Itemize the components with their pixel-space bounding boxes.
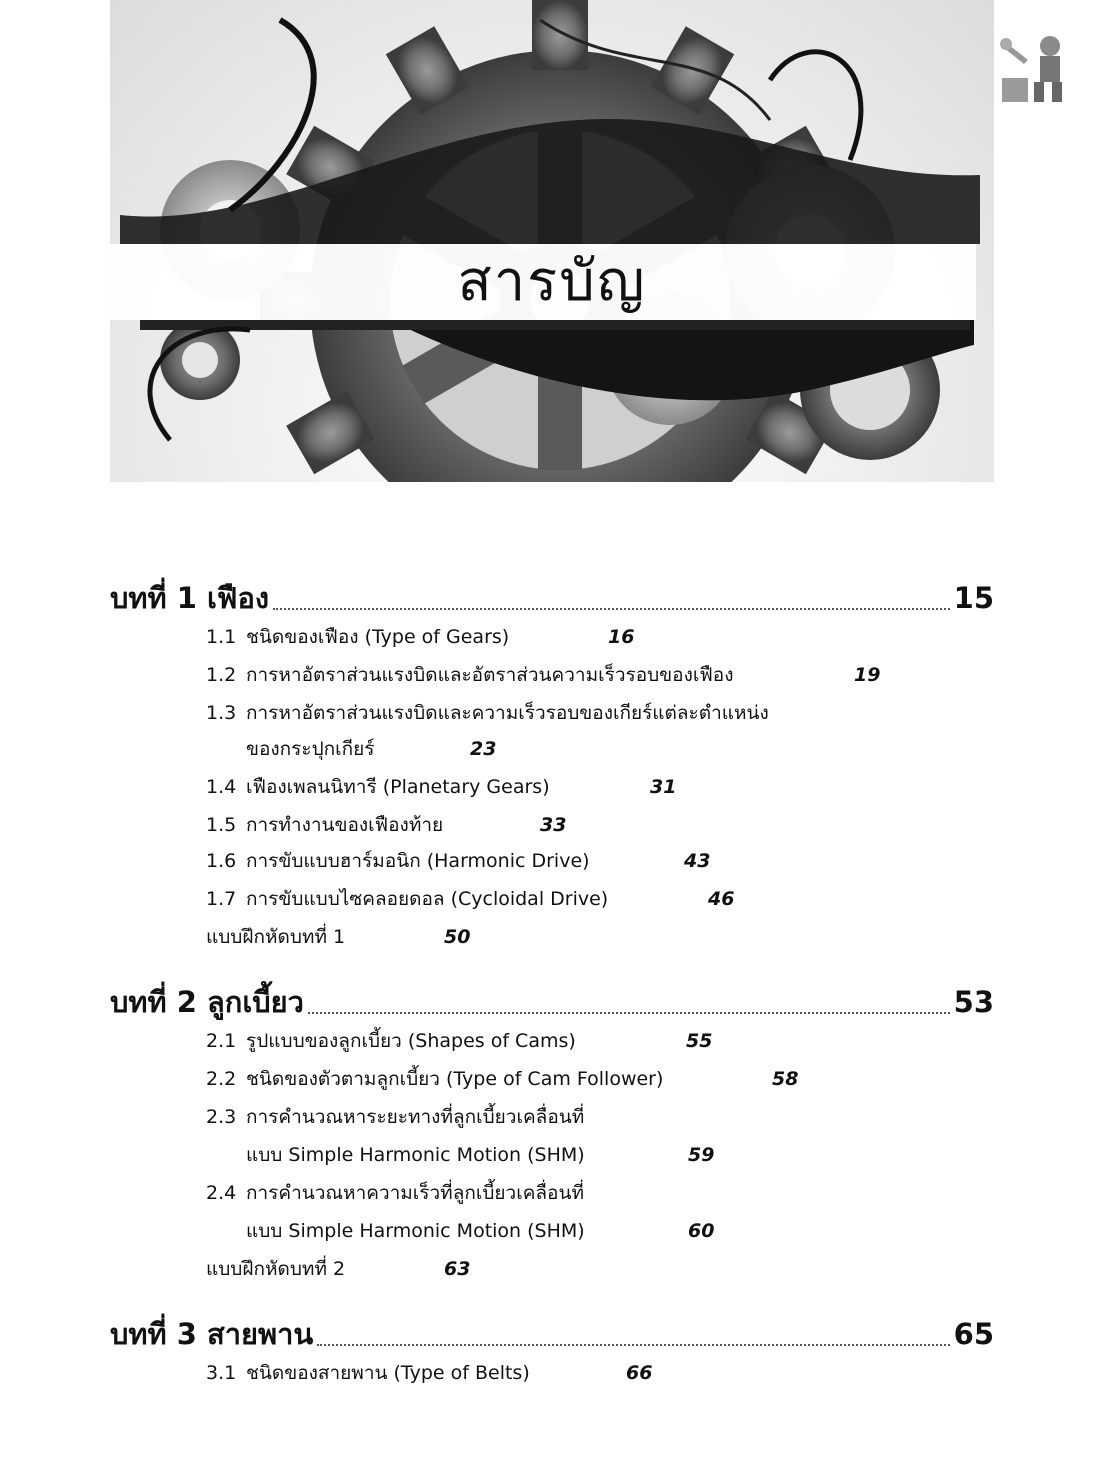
entry-number: 3.1 [206,1362,237,1384]
toc-entry-2-1[interactable] [206,1026,713,1056]
toc-entry-2-3[interactable] [206,1102,584,1132]
entry-page: 16 [608,626,635,648]
chapter-2-heading[interactable] [110,978,994,1022]
toc-entry-exercise-1[interactable] [206,922,471,952]
entry-page: 23 [470,738,497,760]
entry-text: ชนิดของสายพาน (Type of Belts) [246,1362,530,1384]
entry-page: 43 [684,850,711,872]
entry-page: 66 [626,1362,653,1384]
entry-number: 1.3 [206,702,237,724]
entry-page: 19 [854,664,881,686]
entry-page: 33 [540,814,567,836]
toc-entry-2-4-cont[interactable] [246,1216,715,1246]
gears-illustration [110,0,994,482]
toc-entry-1-6[interactable] [206,846,711,876]
header-banner [110,0,994,482]
chapter-page: 65 [953,1317,994,1351]
entry-text: แบบฝึกหัดบทที่ 1 [206,926,346,948]
entry-text: การทำงานของเฟืองท้าย [246,814,444,836]
chapter-title: บทที่ 1 เฟือง [110,581,270,615]
entry-number: 2.4 [206,1182,237,1204]
toc-entry-3-1[interactable] [206,1358,653,1388]
entry-number: 1.5 [206,814,237,836]
toc-entry-1-3-cont[interactable] [246,734,497,764]
robot-logo-icon [998,30,1070,106]
entry-number: 1.4 [206,776,237,798]
entry-page: 63 [444,1258,471,1280]
chapter-3-heading[interactable] [110,1310,994,1354]
toc-entry-2-2[interactable] [206,1064,799,1094]
entry-text: การหาอัตราส่วนแรงบิดและความเร็วรอบของเกียร์แต่ละตำแหน่ง [246,702,769,724]
chapter-page: 15 [953,581,994,615]
toc-entry-1-7[interactable] [206,884,735,914]
entry-text-continued: ของกระปุกเกียร์ [246,738,375,760]
toc-entry-1-2[interactable] [206,660,881,690]
entry-page: 50 [444,926,471,948]
chapter-title: บทที่ 2 ลูกเบี้ยว [110,985,304,1019]
entry-text: การคำนวณหาความเร็วที่ลูกเบี้ยวเคลื่อนที่ [246,1182,584,1204]
entry-page: 55 [686,1030,713,1052]
entry-number: 2.2 [206,1068,237,1090]
entry-page: 60 [688,1220,715,1242]
entry-text: รูปแบบของลูกเบี้ยว (Shapes of Cams) [246,1030,576,1052]
entry-number: 1.6 [206,850,237,872]
toc-entry-2-4[interactable] [206,1178,584,1208]
chapter-page: 53 [953,985,994,1019]
dot-leader [273,607,950,610]
entry-page: 59 [688,1144,715,1166]
toc-entry-2-3-cont[interactable] [246,1140,715,1170]
entry-text: การขับแบบฮาร์มอนิก (Harmonic Drive) [246,850,590,872]
entry-text: แบบฝึกหัดบทที่ 2 [206,1258,346,1280]
entry-page: 58 [772,1068,799,1090]
entry-text: ชนิดของตัวตามลูกเบี้ยว (Type of Cam Follower) [246,1068,664,1090]
entry-number: 1.7 [206,888,237,910]
entry-text-continued: แบบ Simple Harmonic Motion (SHM) [246,1144,585,1166]
entry-number: 1.2 [206,664,237,686]
toc-entry-1-1[interactable] [206,622,635,652]
toc-entry-1-5[interactable] [206,810,567,840]
entry-text: การหาอัตราส่วนแรงบิดและอัตราส่วนความเร็วรอบของเฟือง [246,664,734,686]
entry-number: 2.1 [206,1030,237,1052]
dot-leader [317,1343,949,1346]
toc-entry-1-4[interactable] [206,772,677,802]
toc-entry-exercise-2[interactable] [206,1254,471,1284]
chapter-1-heading[interactable] [110,574,994,618]
entry-number: 1.1 [206,626,237,648]
chapter-title: บทที่ 3 สายพาน [110,1317,314,1351]
page-title: สารบัญ [457,249,647,314]
toc-entry-1-3[interactable] [206,698,769,728]
entry-text: เฟืองเพลนนิทารี (Planetary Gears) [246,776,550,798]
dot-leader [308,1011,950,1014]
entry-number: 2.3 [206,1106,237,1128]
entry-text: ชนิดของเฟือง (Type of Gears) [246,626,510,648]
entry-text: การคำนวณหาระยะทางที่ลูกเบี้ยวเคลื่อนที่ [246,1106,585,1128]
entry-page: 46 [708,888,735,910]
entry-page: 31 [650,776,677,798]
entry-text: การขับแบบไซคลอยดอล (Cycloidal Drive) [246,888,609,910]
entry-text-continued: แบบ Simple Harmonic Motion (SHM) [246,1220,585,1242]
